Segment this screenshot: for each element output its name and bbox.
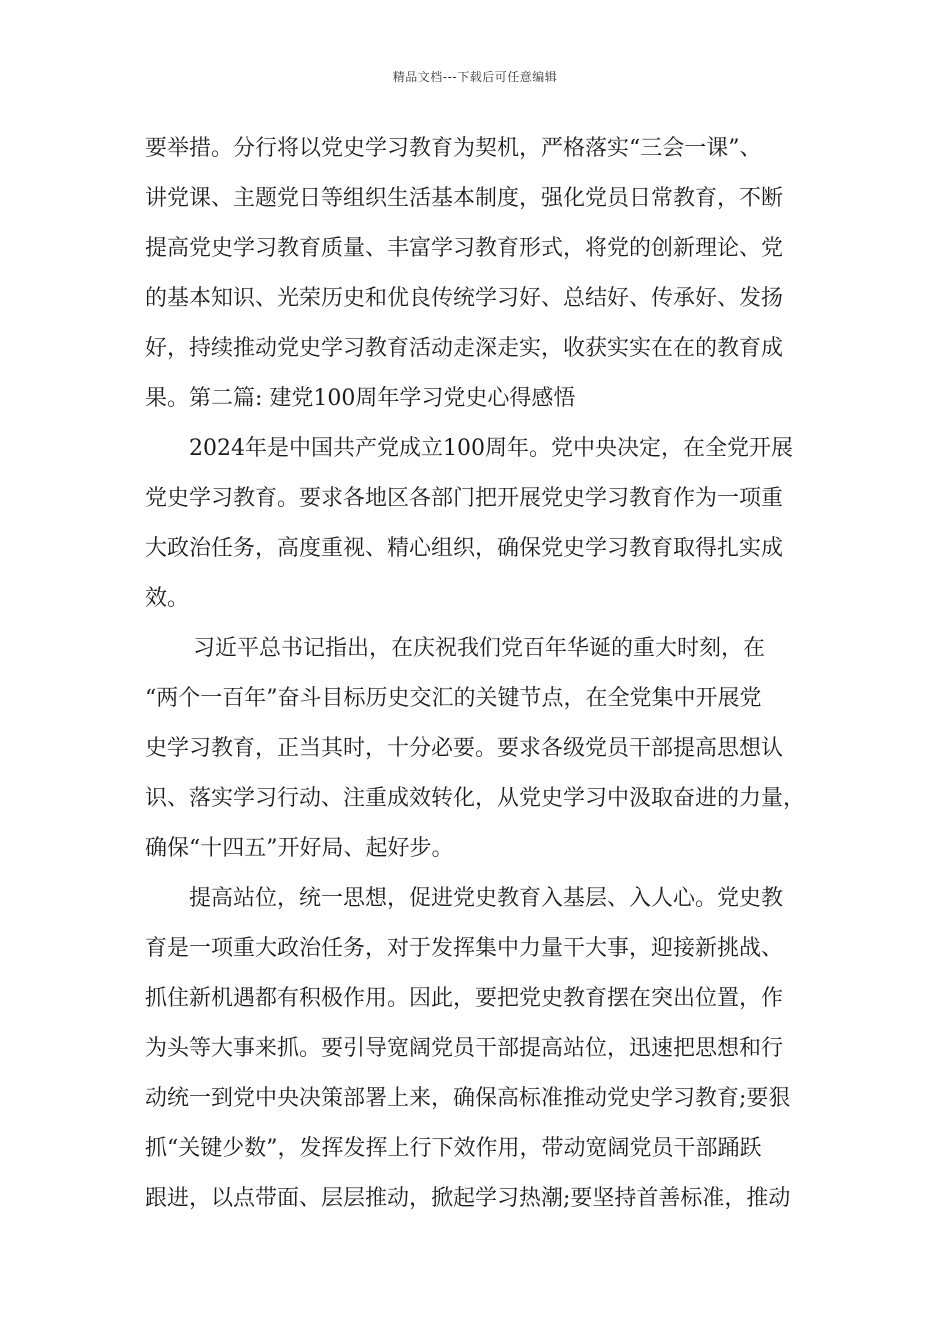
text-line: 讲党课、主题党日等组织生活基本制度，强化党员日常教育，不断	[145, 186, 784, 211]
paragraph-3	[145, 624, 815, 874]
text-line: 好，持续推动党史学习教育活动走深走实，收获实实在在的教育成	[145, 336, 784, 361]
text-line: 史学习教育，正当其时，十分必要。要求各级党员干部提高思想认	[145, 736, 784, 761]
text-line: 果。第二篇: 建党100周年学习党史心得感悟	[145, 386, 576, 411]
text-line: 抓“关键少数”，发挥发挥上行下效作用，带动宽阔党员干部踊跃	[145, 1136, 762, 1161]
text-line: 育是一项重大政治任务，对于发挥集中力量干大事，迎接新挑战、	[145, 936, 784, 961]
text-line: 确保“十四五”开好局、起好步。	[145, 836, 454, 861]
text-line: 识、落实学习行动、注重成效转化，从党史学习中汲取奋进的力量，	[145, 786, 806, 811]
text-line: 抓住新机遇都有积极作用。因此，要把党史教育摆在突出位置，作	[145, 986, 784, 1011]
paragraph-2	[145, 424, 815, 624]
text-line: 2024年是中国共产党成立100周年。党中央决定，在全党开展	[189, 436, 793, 461]
text-line: 为头等大事来抓。要引导宽阔党员干部提高站位，迅速把思想和行	[145, 1036, 784, 1061]
document-body	[145, 124, 815, 1224]
text-line: 党史学习教育。要求各地区各部门把开展党史学习教育作为一项重	[145, 486, 784, 511]
text-line: 提高党史学习教育质量、丰富学习教育形式，将党的创新理论、党	[145, 236, 784, 261]
text-line: 要举措。分行将以党史学习教育为契机，严格落实“三会一课”、	[145, 136, 762, 161]
text-line: 提高站位，统一思想，促进党史教育入基层、入人心。党史教	[189, 886, 784, 911]
text-line: “两个一百年”奋斗目标历史交汇的关键节点，在全党集中开展党	[145, 686, 762, 711]
text-line: 习近平总书记指出，在庆祝我们党百年华诞的重大时刻，在	[193, 636, 766, 661]
text-line: 动统一到党中央决策部署上来，确保高标准推动党史学习教育;要狠	[145, 1086, 791, 1111]
text-line: 的基本知识、光荣历史和优良传统学习好、总结好、传承好、发扬	[145, 286, 784, 311]
text-line: 跟进，以点带面、层层推动，掀起学习热潮;要坚持首善标准，推动	[145, 1186, 791, 1211]
text-line: 大政治任务，高度重视、精心组织，确保党史学习教育取得扎实成	[145, 536, 784, 561]
paragraph-4	[145, 874, 815, 1224]
text-line: 效。	[145, 586, 190, 611]
paragraph-1	[145, 124, 815, 424]
page-header: 精品文档---下载后可任意编辑	[392, 70, 558, 84]
